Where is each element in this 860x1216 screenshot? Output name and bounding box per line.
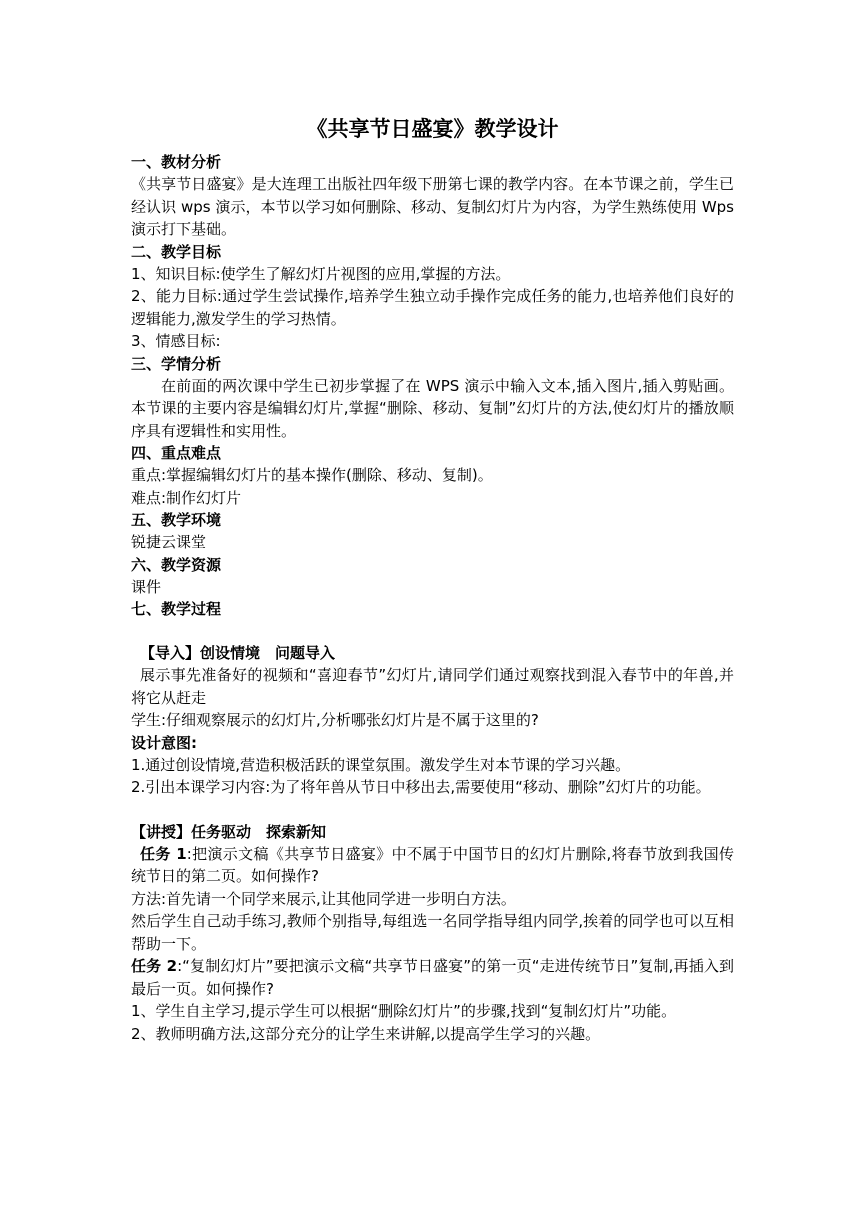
- task-2-text: :“复制幻灯片”要把演示文稿“共享节日盛宴”的第一页“走进传统节日”复制,再插入到最后一页。如何操作?: [131, 957, 735, 998]
- task-2-step-2: 2、教师明确方法,这部分充分的让学生来讲解,以提高学生学习的兴趣。: [131, 1024, 601, 1043]
- intro-paragraph: 展示事先准备好的视频和“喜迎春节”幻灯片,请同学们通过观察找到混入春节中的年兽,并将它从赶走: [131, 666, 734, 707]
- intro-student-paragraph: 学生:仔细观察展示的幻灯片,分析哪张幻灯片是不属于这里的?: [131, 711, 539, 729]
- environment-text: 锐捷云课堂: [131, 533, 207, 551]
- design-intent-1: 1.通过创设情境,营造积极活跃的课堂氛围。激发学生对本节课的学习兴趣。: [131, 755, 631, 774]
- section-heading-goals: 二、教学目标: [131, 242, 222, 261]
- section-heading-environment: 五、教学环境: [131, 511, 222, 529]
- section-heading-process: 七、教学过程: [131, 600, 222, 618]
- spacer: [131, 620, 734, 642]
- difficult-point: 难点:制作幻灯片: [131, 488, 242, 507]
- goal-ability: 2、能力目标:通过学生尝试操作,培养学生独立动手操作完成任务的能力,也培养他们良好的逻辑能力,激发学生的学习热情。: [131, 287, 734, 328]
- intro-heading: 【导入】创设情境 问题导入: [140, 644, 336, 662]
- student-analysis-text: 在前面的两次课中学生已初步掌握了在 WPS 演示中输入文本,插入图片,插入剪贴画。本节课的主要内容是编辑幻灯片,掌握“删除、移动、复制”幻灯片的方法,使幻灯片的播放顺序具有逻辑性和实用性。: [131, 376, 734, 440]
- task-2-label: 任务 2: [131, 957, 178, 975]
- resources-text: 课件: [131, 577, 162, 596]
- design-intent-label: 设计意图:: [131, 733, 197, 752]
- section-heading-key-points: 四、重点难点: [131, 444, 222, 462]
- task-1-label: 任务 1: [140, 844, 187, 863]
- task-2-step-1: 1、学生自主学习,提示学生可以根据“删除幻灯片”的步骤,找到“复制幻灯片”功能。: [131, 1002, 677, 1020]
- method-paragraph: 方法:首先请一个同学来展示,让其他同学进一步明白方法。: [131, 889, 516, 908]
- document-title: 《共享节日盛宴》教学设计: [306, 117, 559, 141]
- task-1-paragraph: [131, 843, 734, 888]
- key-point: 重点:掌握编辑幻灯片的基本操作(删除、移动、复制)。: [131, 466, 493, 484]
- section-heading-material: 一、教材分析: [131, 153, 222, 171]
- section-heading-resources: 六、教学资源: [131, 555, 222, 574]
- practice-paragraph: 然后学生自己动手练习,教师个别指导,每组选一名同学指导组内同学,挨着的同学也可以互相帮助一下。: [131, 912, 734, 953]
- document-page: [131, 112, 734, 1045]
- spacer: [131, 799, 734, 821]
- teach-heading: 【讲授】任务驱动 探索新知: [131, 822, 327, 841]
- material-analysis-text: 《共享节日盛宴》是大连理工出版社四年级下册第七课的教学内容。在本节课之前，学生已经认识 wps 演示，本节以学习如何删除、移动、复制幻灯片为内容，为学生熟练使用 Wps 演示打下基础。: [131, 175, 734, 238]
- goal-knowledge: 1、知识目标:使学生了解幻灯片视图的应用,掌握的方法。: [131, 264, 511, 283]
- task-1-text: :把演示文稿《共享节日盛宴》中不属于中国节日的幻灯片删除,将春节放到我国传统节日的第二页。如何操作?: [131, 844, 734, 885]
- goal-emotion: 3、情感目标:: [131, 332, 221, 350]
- task-2-paragraph: [131, 955, 734, 1000]
- section-heading-students: 三、学情分析: [131, 354, 222, 373]
- design-intent-2: 2.引出本课学习内容:为了将年兽从节日中移出去,需要使用“移动、删除”幻灯片的功能。: [131, 778, 711, 796]
